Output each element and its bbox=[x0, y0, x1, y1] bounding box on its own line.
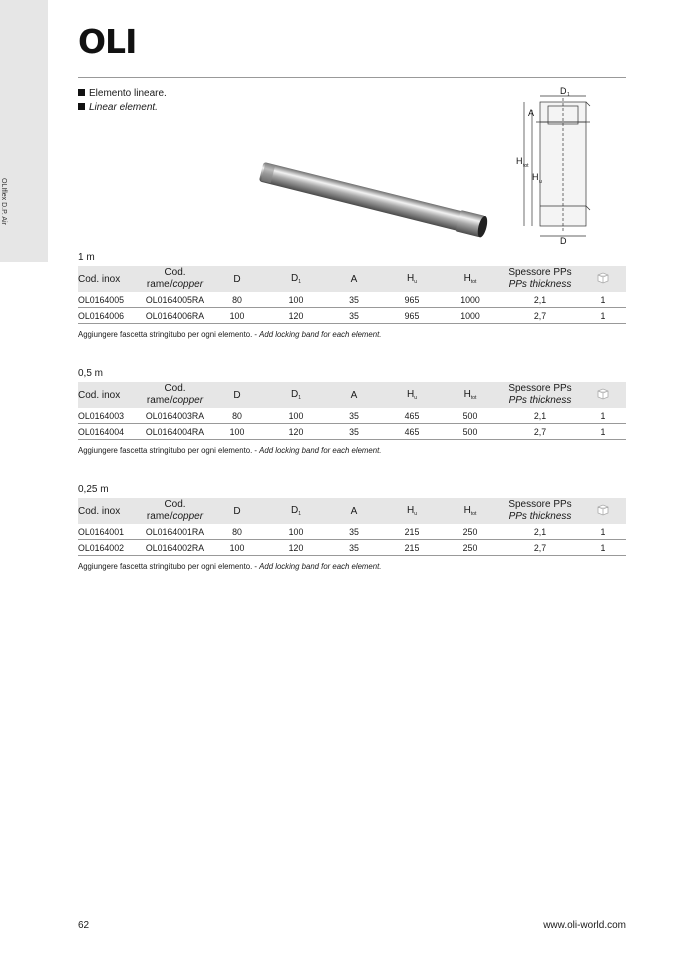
product-table bbox=[78, 498, 626, 556]
table-row: OL0164002 OL0164002RA 100 120 35 215 250 2,7 1 bbox=[78, 540, 626, 556]
diagram-label-hu-sub: u bbox=[539, 179, 542, 185]
oli-logo: OLI bbox=[78, 22, 137, 61]
header-cod-inox: Cod. inox bbox=[78, 389, 121, 401]
table-header-row bbox=[78, 382, 626, 408]
section-title: 0,5 m bbox=[78, 368, 104, 379]
header-d: D bbox=[233, 273, 241, 285]
pipe-technical-diagram bbox=[514, 86, 624, 244]
package-box-icon bbox=[597, 388, 609, 400]
table-row: OL0164003 OL0164003RA 80 100 35 465 500 2,1 1 bbox=[78, 408, 626, 424]
table-row: OL0164005 OL0164005RA 80 100 35 965 1000 2,1 1 bbox=[78, 292, 626, 308]
header-hu: $H_u$ bbox=[406, 273, 417, 285]
package-box-icon bbox=[597, 272, 609, 284]
section-0-25m bbox=[78, 484, 626, 571]
side-tab-text bbox=[0, 178, 8, 268]
header-cod-rame: Cod. rame/copper bbox=[146, 267, 204, 290]
top-divider bbox=[78, 77, 626, 78]
header-thickness: Spessore PPs PPs thickness bbox=[508, 499, 572, 522]
table-row: OL0164001 OL0164001RA 80 100 35 215 250 2,1 1 bbox=[78, 524, 626, 540]
table-header-row bbox=[78, 266, 626, 292]
page-number: 62 bbox=[78, 920, 90, 931]
header-d1: $D_1$ bbox=[290, 505, 301, 517]
diagram-label-d1: D bbox=[560, 86, 567, 96]
header-package bbox=[580, 382, 626, 408]
diagram-label-d: D bbox=[560, 236, 567, 244]
table-row: OL0164006 OL0164006RA 100 120 35 965 1000 2,7 1 bbox=[78, 308, 626, 324]
table-note: Aggiungere fascetta stringitubo per ogni elemento. - Add locking band for each element. bbox=[78, 562, 382, 571]
section-title: 0,25 m bbox=[78, 484, 109, 495]
header-d1: $D_1$ bbox=[290, 273, 301, 285]
header-cod-rame: Cod. rame/copper bbox=[146, 383, 204, 406]
header-htot: $H_{tot}$ bbox=[463, 389, 477, 401]
table-note: Aggiungere fascetta stringitubo per ogni elemento. - Add locking band for each element. bbox=[78, 446, 382, 455]
package-box-icon bbox=[597, 504, 609, 516]
header-htot: $H_{tot}$ bbox=[463, 273, 477, 285]
header-cod-inox: Cod. inox bbox=[78, 505, 121, 517]
header-hu: $H_u$ bbox=[406, 389, 417, 401]
diagram-label-htot-sub: tot bbox=[523, 163, 529, 169]
header-d1: $D_1$ bbox=[290, 389, 301, 401]
header-package bbox=[580, 498, 626, 524]
table-note: Aggiungere fascetta stringitubo per ogni elemento. - Add locking band for each element. bbox=[78, 330, 382, 339]
website-link[interactable]: www.oli-world.com bbox=[543, 920, 626, 931]
description-en: Linear element. bbox=[89, 102, 158, 113]
header-a: A bbox=[350, 389, 358, 401]
section-1m bbox=[78, 252, 626, 339]
diagram-label-a: A bbox=[528, 108, 535, 118]
header-a: A bbox=[350, 505, 358, 517]
header-d: D bbox=[233, 389, 241, 401]
diagram-label-hu: H bbox=[532, 172, 539, 182]
product-description bbox=[78, 87, 167, 115]
table-header-row bbox=[78, 498, 626, 524]
header-thickness: Spessore PPs PPs thickness bbox=[508, 267, 572, 290]
header-thickness: Spessore PPs PPs thickness bbox=[508, 383, 572, 406]
description-it: Elemento lineare. bbox=[89, 88, 167, 99]
header-cod-rame: Cod. rame/copper bbox=[146, 499, 204, 522]
table-row: OL0164004 OL0164004RA 100 120 35 465 500 2,7 1 bbox=[78, 424, 626, 440]
header-d: D bbox=[233, 505, 241, 517]
header-htot: $H_{tot}$ bbox=[463, 505, 477, 517]
product-table bbox=[78, 382, 626, 440]
diagram-label-htot: H bbox=[516, 156, 523, 166]
product-table bbox=[78, 266, 626, 324]
header-package bbox=[580, 266, 626, 292]
header-cod-inox: Cod. inox bbox=[78, 273, 121, 285]
diagram-label-d1-sub: 1 bbox=[567, 92, 570, 98]
bullet-square-icon bbox=[78, 103, 85, 110]
section-0-5m bbox=[78, 368, 626, 455]
side-tab-line1: OLIflex D.P. Air bbox=[0, 178, 7, 225]
bullet-square-icon bbox=[78, 89, 85, 96]
pipe-product-image bbox=[255, 158, 495, 248]
header-a: A bbox=[350, 273, 358, 285]
header-hu: $H_u$ bbox=[406, 505, 417, 517]
section-title: 1 m bbox=[78, 252, 95, 263]
